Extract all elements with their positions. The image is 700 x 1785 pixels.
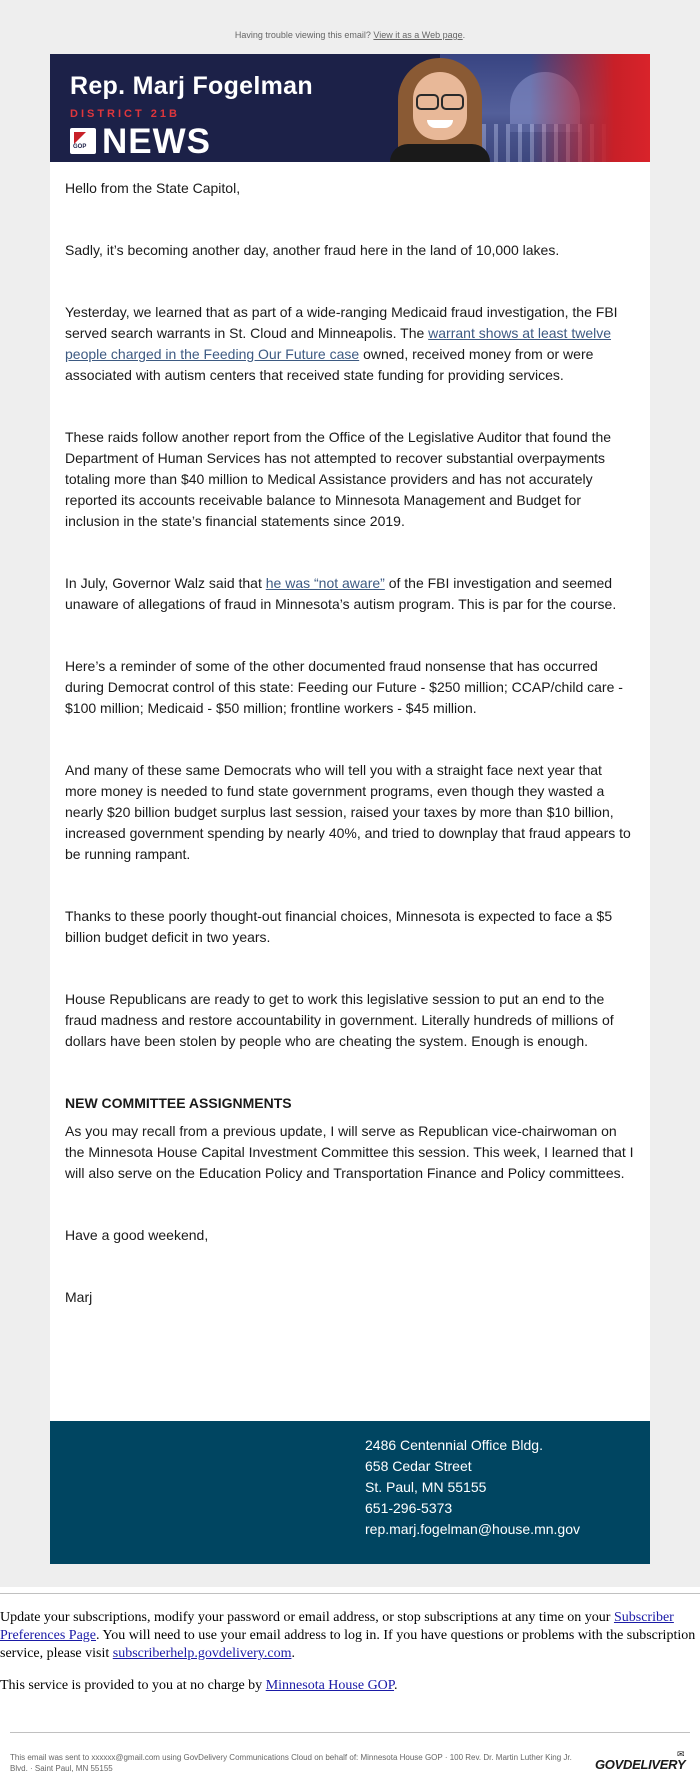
paragraph-4: In July, Governor Walz said that he was “not aware” of the FBI investigation and seemed unaware of allegations of fraud in Minnesota’s autism program. This is par for the course. <box>65 575 617 612</box>
district-label: DISTRICT 21B <box>70 108 180 120</box>
phone-number: 651-296-5373 <box>365 1500 453 1516</box>
paragraph-5: Here’s a reminder of some of the other documented fraud nonsense that has occurred during Democrat control of this state: Feeding our Future - $250 million; CCAP/child care - $100 million; Medicaid - $50 million; frontline workers - $45 million. <box>65 658 623 716</box>
office-address: 2486 Centennial Office Bldg. <box>365 1437 543 1453</box>
paragraph-9: As you may recall from a previous update, I will serve as Republican vice-chairwoman on the Minnesota House Capital Investment Committee this session. This week, I learned that I will also serve on the Education Policy and Transportation Finance and Policy committees. <box>65 1123 634 1181</box>
minnesota-house-gop-link[interactable]: Minnesota House GOP <box>265 1678 395 1693</box>
paragraph-3: These raids follow another report from the Office of the Legislative Auditor that found the Department of Human Services has not attempted to recover substantial overpayments totaling more than $40 million to Medical Assistance providers and has not accurately reported its accounts receivable balance to Minnesota Management and Budget for inclusion in the state’s financial statements since 2019. <box>65 429 612 529</box>
news-title: NEWS <box>102 122 211 161</box>
subscriber-help-link[interactable]: subscriberhelp.govdelivery.com <box>112 1646 292 1661</box>
red-stripe <box>530 54 650 162</box>
representative-name: Rep. Marj Fogelman <box>70 72 313 100</box>
email-address[interactable]: rep.marj.fogelman@house.mn.gov <box>365 1521 580 1537</box>
divider <box>0 1593 700 1594</box>
city-address: St. Paul, MN 55155 <box>365 1479 487 1495</box>
paragraph-7: Thanks to these poorly thought-out financial choices, Minnesota is expected to face a $5 billion budget deficit in two years. <box>65 908 613 945</box>
email-card <box>50 54 650 1564</box>
envelope-icon: ✉ <box>677 1749 685 1759</box>
representative-portrait <box>380 54 500 162</box>
subscription-info <box>0 1609 700 1709</box>
service-paragraph: This service is provided to you at no charge by Minnesota House GOP. <box>0 1678 398 1693</box>
paragraph-8: House Republicans are ready to get to work this legislative session to put an end to the fraud madness and restore accountability in government. Literally hundreds of millions of dollars have been stolen by people who are cheating the system. Enough is enough. <box>65 991 614 1049</box>
govdelivery-logo[interactable]: GOVDELIVERY ✉ <box>595 1749 686 1772</box>
closing: Have a good weekend, <box>65 1227 209 1243</box>
signature: Marj <box>65 1289 93 1305</box>
paragraph-6: And many of these same Democrats who will tell you with a straight face next year that more money is needed to fund state government programs, even though they wasted a nearly $20 billion budget surplus last session, raised your taxes by more than $10 billion, increased government spending by nearly 40%, and tried to downplay that fraud appears to be running rampant. <box>65 762 631 862</box>
subscriber-preferences-link[interactable]: Subscriber Preferences Page <box>0 1610 674 1643</box>
committee-heading: NEW COMMITTEE ASSIGNMENTS <box>65 1095 292 1111</box>
street-address: 658 Cedar Street <box>365 1458 472 1474</box>
subscription-paragraph: Update your subscriptions, modify your password or email address, or stop subscriptions at any time on your Subscriber Preferences Page. You will need to use your email address to log in. If you have questions or problems with the subscription service, please visit subscriberhelp.govdelivery.com. <box>0 1610 696 1661</box>
not-aware-article-link[interactable]: he was “not aware” <box>265 575 385 591</box>
paragraph-2: Yesterday, we learned that as part of a wide-ranging Medicaid fraud investigation, the FBI served search warrants in St. Cloud and Minneapolis. The warrant shows at least twelve people charged in the Feeding Our Future case owned, received money from or were associated with autism centers that received state funding for providing services. <box>65 304 618 383</box>
paragraph-1: Sadly, it’s becoming another day, another fraud here in the land of 10,000 lakes. <box>65 242 560 258</box>
gop-logo-icon: GOP <box>70 128 96 154</box>
divider <box>10 1732 690 1733</box>
preheader: Having trouble viewing this email? View it as a Web page. <box>234 30 466 40</box>
greeting: Hello from the State Capitol, <box>65 180 241 196</box>
contact-footer <box>50 1421 650 1564</box>
contact-address <box>365 1435 580 1540</box>
legal-footer: This email was sent to xxxxxx@gmail.com using GovDelivery Communications Cloud on behalf of: Minnesota House GOP · 100 Rev. Dr. Martin Luther King Jr. Blvd. · Saint Paul, MN 55155 <box>10 1753 572 1773</box>
view-as-web-page-link[interactable]: View it as a Web page <box>373 30 463 40</box>
glasses-shape <box>416 94 464 108</box>
newsletter-banner <box>50 54 650 162</box>
email-body <box>65 178 635 1349</box>
warrant-article-link[interactable]: warrant shows at least twelve people charged in the Feeding Our Future case <box>65 325 612 362</box>
preheader-text: Having trouble viewing this email? <box>234 30 371 40</box>
